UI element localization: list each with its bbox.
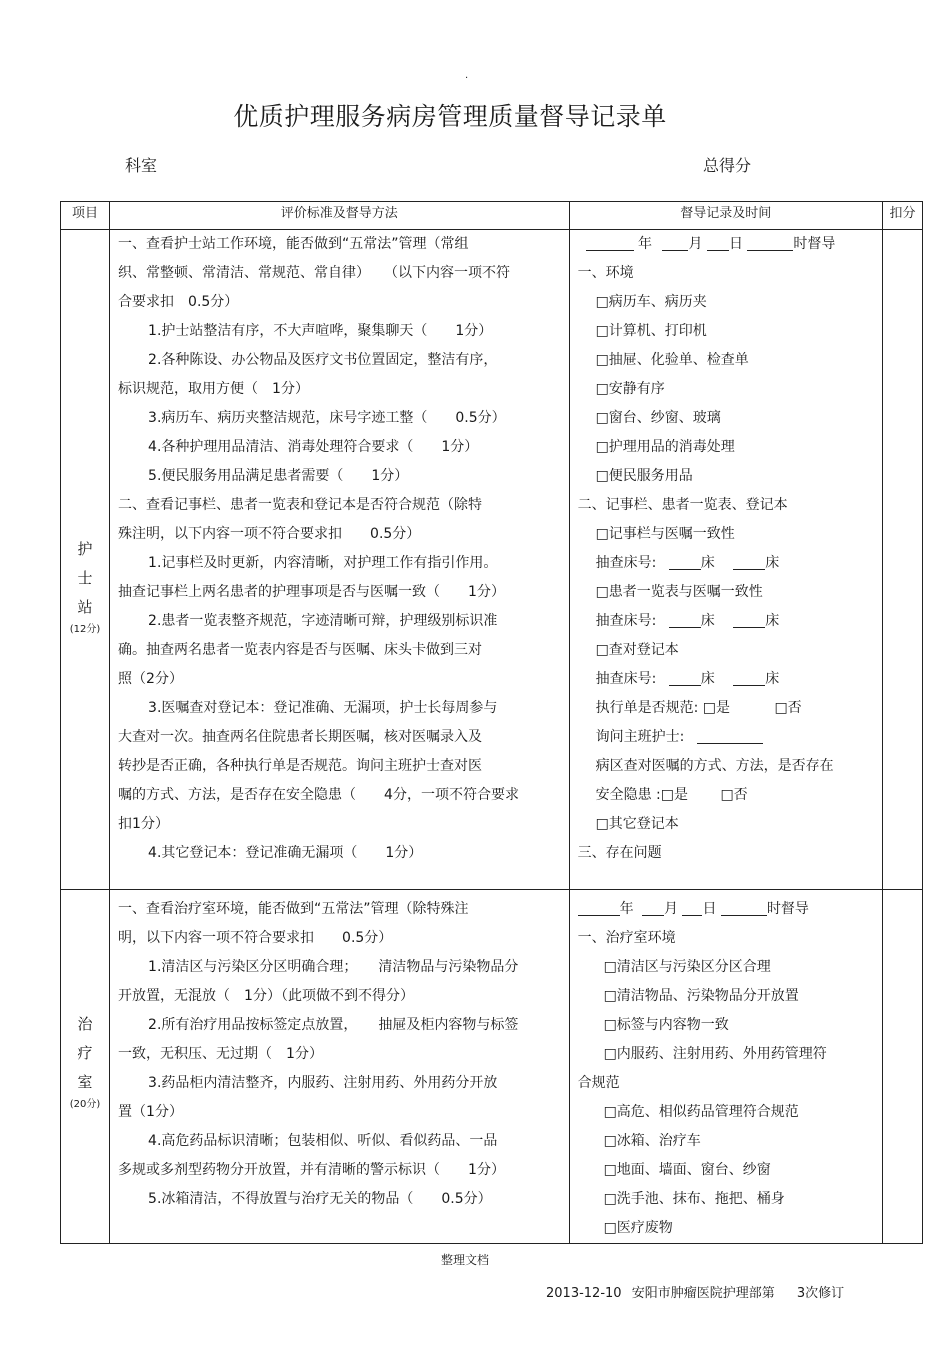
supervision-table [60, 201, 923, 1244]
section-name-treatment-room [61, 890, 110, 1244]
footer-org: 安阳市肿瘤医院护理部第 [631, 1286, 775, 1301]
criteria-line: 1.记事栏及时更新，内容清晰，对护理工作有指引作用。 [148, 555, 498, 571]
bed-label: 床 [700, 613, 715, 629]
record-line: 三、存在问题 [577, 845, 662, 861]
record-checkbox-item[interactable]: □其它登记本 [595, 816, 679, 832]
exec-sheet-line [570, 694, 882, 723]
month-blank[interactable] [642, 898, 664, 916]
record-checkbox-item[interactable]: □高危、相似药品管理符合规范 [603, 1104, 799, 1120]
criteria-line: 织、常整顿、常清洁、常规范、常自律） （以下内容一项不符 [118, 265, 511, 281]
bed-label: 床 [700, 555, 715, 571]
record-line: 合规范 [577, 1075, 620, 1091]
criteria-line: 一、查看护士站工作环境，能否做到“五常法”管理（常组 [118, 236, 469, 252]
record-checkbox-item[interactable]: □患者一览表与医嘱一致性 [595, 584, 763, 600]
bed-check-line [570, 549, 882, 578]
record-checkbox-item[interactable]: □内服药、注射用药、外用药管理符 [603, 1046, 827, 1062]
ask-nurse-line [570, 723, 882, 752]
year-blank[interactable] [578, 898, 620, 916]
month-label: 月 [688, 236, 703, 252]
table-row-treatment-room [61, 890, 923, 1244]
record-checkbox-item[interactable]: □医疗废物 [603, 1220, 673, 1236]
record-line: 二、记事栏、患者一览表、登记本 [577, 497, 788, 513]
section-name-nurse-station [61, 230, 110, 890]
bed-blank[interactable] [733, 668, 765, 686]
criteria-line: 3.医嘱查对登记本：登记准确、无漏项，护士长每周参与 [148, 700, 498, 716]
col-header-item: 项目 [61, 202, 110, 230]
record-line: 一、治疗室环境 [577, 930, 676, 946]
criteria-line: 3.病历车、病历夹整洁规范，床号字迹工整（ 0.5分） [148, 410, 506, 426]
section-char: 室 [77, 1073, 93, 1091]
record-checkbox-item[interactable]: □护理用品的消毒处理 [595, 439, 735, 455]
day-blank[interactable] [682, 898, 702, 916]
criteria-line: 明，以下内容一项不符合要求扣 0.5分） [118, 930, 393, 946]
exec-yes-checkbox[interactable]: □是 [702, 700, 730, 716]
total-score-label: 总得分 [703, 156, 752, 175]
bed-check-line [570, 665, 882, 694]
bed-blank[interactable] [733, 610, 765, 628]
footer-revision [546, 1282, 844, 1301]
criteria-line: 2.患者一览表整齐规范，字迹清晰可辩，护理级别标识准 [148, 613, 498, 629]
record-date-line [570, 230, 882, 259]
bed-check-label: 抽查床号: [595, 613, 657, 629]
section-score: (20分) [69, 1099, 101, 1110]
criteria-line: 4.各种护理用品清洁、消毒处理符合要求（ 1分） [148, 439, 479, 455]
bed-check-label: 抽查床号: [595, 671, 657, 687]
record-checkbox-item[interactable]: □查对登记本 [595, 642, 679, 658]
bed-label: 床 [765, 613, 780, 629]
record-checkbox-item[interactable]: □洗手池、抹布、拖把、桶身 [603, 1191, 785, 1207]
section-char: 站 [77, 598, 93, 616]
department-label: 科室 [125, 156, 158, 175]
criteria-line: 合要求扣 0.5分） [118, 294, 239, 310]
record-date-line [570, 895, 882, 924]
bed-blank[interactable] [669, 552, 701, 570]
criteria-line: 多规或多剂型药物分开放置，并有清晰的警示标识（ 1分） [118, 1162, 505, 1178]
record-checkbox-item[interactable]: □记事栏与医嘱一致性 [595, 526, 735, 542]
record-checkbox-item[interactable]: □标签与内容物一致 [603, 1017, 729, 1033]
criteria-line: 1.清洁区与污染区分区明确合理； 清洁物品与污染物品分 [148, 959, 519, 975]
record-cell [569, 230, 882, 890]
footer-note: 整理文档 [440, 1253, 489, 1267]
bed-check-line [570, 607, 882, 636]
year-blank[interactable] [586, 233, 634, 251]
criteria-line: 2.所有治疗用品按标签定点放置， 抽屉及柜内容物与标签 [148, 1017, 519, 1033]
record-cell [569, 890, 882, 1244]
footer-rev: 3次修订 [796, 1286, 845, 1301]
criteria-line: 5.便民服务用品满足患者需要（ 1分） [148, 468, 409, 484]
year-label: 年 [638, 236, 653, 252]
criteria-line: 抽查记事栏上两名患者的护理事项是否与医嘱一致（ 1分） [118, 584, 505, 600]
criteria-line: 二、查看记事栏、患者一览表和登记本是否符合规范（除特 [118, 497, 483, 513]
hour-label: 时督导 [766, 901, 809, 917]
hazard-line [570, 781, 882, 810]
record-checkbox-item[interactable]: □抽屉、化验单、检查单 [595, 352, 749, 368]
col-header-deduction: 扣分 [882, 202, 922, 230]
page-title: 优质护理服务病房管理质量督导记录单 [233, 102, 667, 131]
record-checkbox-item[interactable]: □窗台、纱窗、玻璃 [595, 410, 721, 426]
record-checkbox-item[interactable]: □清洁物品、污染物品分开放置 [603, 988, 799, 1004]
hour-label: 时督导 [793, 236, 836, 252]
bed-blank[interactable] [669, 668, 701, 686]
record-checkbox-item[interactable]: □便民服务用品 [595, 468, 693, 484]
criteria-cell [110, 890, 570, 1244]
month-label: 月 [664, 901, 679, 917]
bed-label: 床 [765, 671, 780, 687]
table-row-nurse-station [61, 230, 923, 890]
footer-date: 2013-12-10 [546, 1286, 622, 1301]
bed-label: 床 [700, 671, 715, 687]
section-char: 治 [77, 1015, 93, 1033]
criteria-line: 5.冰箱清洁，不得放置与治疗无关的物品（ 0.5分） [148, 1191, 492, 1207]
hour-blank[interactable] [747, 233, 793, 251]
section-char: 士 [77, 569, 93, 587]
exec-sheet-label: 执行单是否规范: [595, 700, 699, 716]
record-checkbox-item[interactable]: □病历车、病历夹 [595, 294, 707, 310]
year-label: 年 [619, 901, 634, 917]
table-header-row [61, 202, 923, 230]
criteria-line: 3.药品柜内清洁整齐，内服药、注射用药、外用药分开放 [148, 1075, 498, 1091]
criteria-cell [110, 230, 570, 890]
day-blank[interactable] [707, 233, 729, 251]
col-header-record: 督导记录及时间 [569, 202, 882, 230]
criteria-line: 4.其它登记本：登记准确无漏项（ 1分） [148, 845, 423, 861]
criteria-line: 扣1分） [118, 816, 169, 832]
criteria-line: 照（2分） [118, 671, 183, 687]
nurse-name-blank[interactable] [697, 726, 763, 744]
criteria-line: 1.护士站整洁有序，不大声喧哗，聚集聊天（ 1分） [148, 323, 493, 339]
hazard-no-checkbox[interactable]: □否 [720, 787, 748, 803]
bed-blank[interactable] [669, 610, 701, 628]
criteria-line: 开放置，无混放（ 1分）（此项做不到不得分） [118, 988, 414, 1004]
bed-check-label: 抽查床号: [595, 555, 657, 571]
record-checkbox-item[interactable]: □冰箱、治疗车 [603, 1133, 701, 1149]
hazard-label: 安全隐患 [595, 787, 652, 803]
record-checkbox-item[interactable]: □地面、墙面、窗台、纱窗 [603, 1162, 771, 1178]
criteria-line: 殊注明，以下内容一项不符合要求扣 0.5分） [118, 526, 421, 542]
day-label: 日 [728, 236, 743, 252]
record-checkbox-item[interactable]: □计算机、打印机 [595, 323, 707, 339]
hour-blank[interactable] [721, 898, 767, 916]
exec-no-checkbox[interactable]: □否 [774, 700, 802, 716]
section-score: (12分) [69, 624, 101, 635]
month-blank[interactable] [662, 233, 688, 251]
criteria-line: 大查对一次。抽查两名住院患者长期医嘱，核对医嘱录入及 [118, 729, 483, 745]
ask-nurse-label: 询问主班护士: [595, 729, 685, 745]
criteria-line: 2.各种陈设、办公物品及医疗文书位置固定，整洁有序， [148, 352, 498, 368]
criteria-line: 一致，无积压、无过期（ 1分） [118, 1046, 323, 1062]
criteria-line: 置（1分） [118, 1104, 183, 1120]
page-dot: . [465, 70, 469, 81]
section-char: 疗 [77, 1044, 93, 1062]
deduction-cell[interactable] [882, 230, 922, 890]
record-checkbox-item[interactable]: □安静有序 [595, 381, 665, 397]
hazard-yes-checkbox[interactable]: :□是 [656, 787, 688, 803]
col-header-criteria: 评价标准及督导方法 [110, 202, 570, 230]
criteria-line: 转抄是否正确，各种执行单是否规范。询问主班护士查对医 [118, 758, 483, 774]
criteria-line: 一、查看治疗室环境，能否做到“五常法”管理（除特殊注 [118, 901, 469, 917]
day-label: 日 [702, 901, 717, 917]
bed-label: 床 [765, 555, 780, 571]
criteria-line: 确。抽查两名患者一览表内容是否与医嘱、床头卡做到三对 [118, 642, 483, 658]
criteria-line: 嘱的方式、方法，是否存在安全隐患（ 4分，一项不符合要求 [118, 787, 519, 803]
deduction-cell[interactable] [882, 890, 922, 1244]
criteria-line: 标识规范，取用方便（ 1分） [118, 381, 309, 397]
bed-blank[interactable] [733, 552, 765, 570]
section-char: 护 [77, 540, 93, 558]
record-checkbox-item[interactable]: □清洁区与污染区分区合理 [603, 959, 771, 975]
record-line: 病区查对医嘱的方式、方法，是否存在 [595, 758, 834, 774]
criteria-line: 4.高危药品标识清晰；包装相似、听似、看似药品、一品 [148, 1133, 498, 1149]
record-line: 一、环境 [577, 265, 634, 281]
